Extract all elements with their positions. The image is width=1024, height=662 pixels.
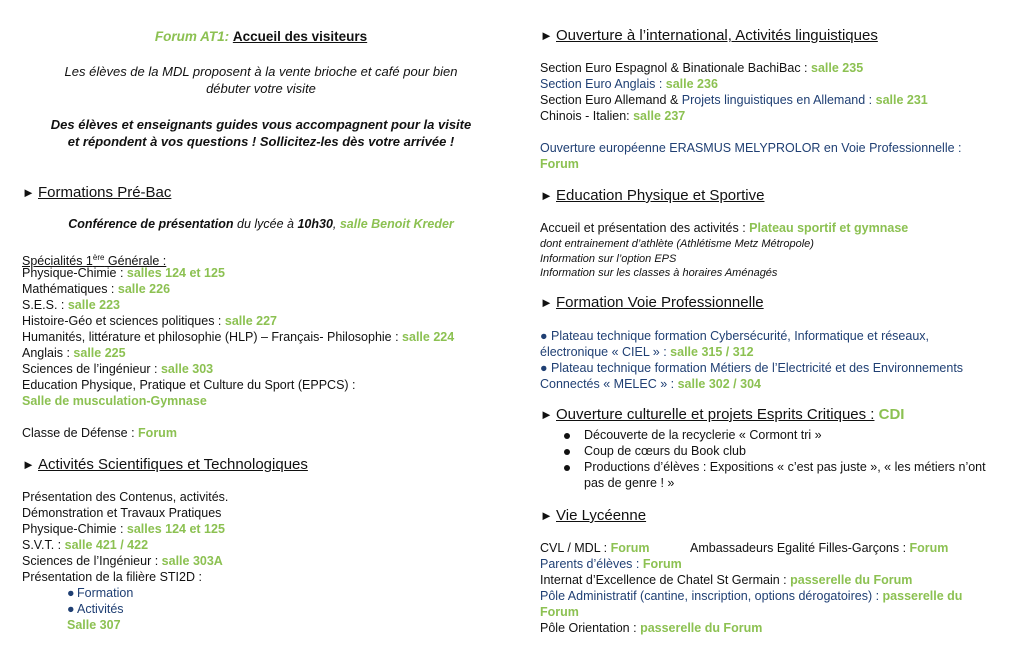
arrow-right-icon: ► [540,508,553,523]
eppcs-room: Salle de musculation-Gymnase [22,394,207,408]
bullet-icon [564,465,570,471]
list-item [540,589,962,604]
list-item [540,377,761,392]
item-room: salle 225 [73,346,126,360]
list-item [540,109,685,124]
section-vie-header [540,507,646,525]
item-label: Physique-Chimie : [22,522,127,536]
item-label: Physique-Chimie : [22,266,127,280]
item-room: Forum [610,541,650,555]
sti2d-room: Salle 307 [67,618,121,632]
item-label: Sciences de l’ingénieur : [22,362,161,376]
item-room: salle 231 [875,93,928,107]
list-item [22,282,170,297]
list-item [67,586,133,601]
section-sci-header [22,456,308,474]
sci-line-1: Présentation des Contenus, activités. [22,490,229,504]
spec-label-end: Générale : [104,254,167,269]
list-item [22,362,213,377]
culture-room: CDI [878,406,905,423]
list-item [22,298,120,313]
list-item [22,266,225,281]
list-item [540,77,718,92]
item-room: salle 224 [402,330,455,344]
item-label: Productions d’élèves : Expositions « c’est pas juste », « les métiers n’ont [584,460,986,474]
list-item [564,428,822,443]
list-item [540,621,762,636]
eps-info-3: Information sur les classes à horaires Aménagés [540,267,778,279]
item-room: salle 235 [811,61,864,75]
item-label-b: Projets linguistiques en Allemand : [681,93,876,107]
item-room: Plateau sportif et gymnase [749,221,909,235]
item-label: Histoire-Géo et sciences politiques : [22,314,225,328]
erasmus-room: Forum [540,157,579,171]
bullet-icon [564,433,570,439]
spec-sup: ère [92,253,105,262]
item-label: Chinois - Italien: [540,109,634,123]
conference-sep: , [332,217,340,231]
forum-heading [22,29,500,44]
section-eps-header [540,187,764,205]
item-room: salles 124 et 125 [126,522,225,536]
bullet-icon: ● [67,586,75,600]
list-item [564,444,746,459]
item-room: salle 227 [224,314,278,328]
item-label: Sciences de l’Ingénieur : [22,554,162,568]
item-label: Section Euro Espagnol & Binationale BachiBac : [540,61,812,75]
item-label: Pôle Administratif (cantine, inscription, options dérogatoires) : [540,589,883,603]
list-item [22,314,277,329]
item-label-cont: pas de genre ! » [584,476,675,490]
list-item [540,345,754,360]
item-label: Section Euro Anglais : [540,77,666,91]
arrow-right-icon: ► [540,295,553,310]
item-label: Formation [77,586,134,600]
item-label: S.E.S. : [22,298,68,312]
item-room: salle 236 [665,77,718,91]
item-room-cont: Forum [540,605,579,619]
section-title: Ouverture culturelle et projets Esprits Critiques : [556,406,875,423]
item-room: salles 124 et 125 [126,266,225,280]
conference-time: 10h30 [297,217,333,231]
item-label: Accueil et présentation des activités : [540,221,750,235]
eppcs-label: Education Physique, Pratique et Culture du Sport (EPPCS) : [22,378,356,392]
forum-label: Forum AT1: [154,29,230,44]
conference-line [22,217,500,232]
bullet-icon: ● [67,602,75,616]
item-label: Pôle Orientation : [540,621,641,635]
item-room: Forum [909,541,949,555]
intro-line-2: débuter votre visite [206,81,316,96]
list-item [67,602,124,617]
erasmus-label: Ouverture européenne ERASMUS MELYPROLOR en Voie Professionnelle : [540,141,962,155]
item-label: Humanités, littérature et philosophie (HLP) – Français- Philosophie : [22,330,403,344]
item-label: Coup de cœurs du Book club [584,444,746,458]
arrow-right-icon: ► [540,28,553,43]
item-room: passerelle du [882,589,963,603]
item-room: salle 226 [117,282,171,296]
section-title: Formation Voie Professionnelle [556,294,764,311]
list-item [22,330,454,345]
item-label: S.V.T. : [22,538,65,552]
pro-item-2: ● Plateau technique formation Métiers de l’Electricité et des Environnements [540,361,964,375]
conference-room: salle Benoit Kreder [339,217,454,231]
conference-label: Conférence de présentation [68,217,234,231]
list-item [22,522,225,537]
section-prebac-header [22,184,171,202]
arrow-right-icon: ► [22,457,35,472]
arrow-right-icon: ► [22,185,35,200]
list-item [540,61,863,76]
item-label: CVL / MDL : [540,541,611,555]
list-item [22,554,223,569]
list-item [22,538,148,553]
item-label: Anglais : [22,346,74,360]
sci-line-2: Démonstration et Travaux Pratiques [22,506,222,520]
list-item [564,460,986,475]
guides-line-1: Des élèves et enseignants guides vous accompagnent pour la visite [50,117,472,132]
sti2d-label: Présentation de la filière STI2D : [22,570,202,584]
item-label: Ambassadeurs Egalité Filles-Garçons : [690,541,910,555]
item-room: salle 303A [161,554,223,568]
item-label: Connectés « MELEC » : [540,377,678,391]
list-item [540,557,682,572]
list-item [540,541,650,556]
list-item [540,221,908,236]
item-label: Parents d’élèves : [540,557,643,571]
eps-info-2: Information sur l’option EPS [540,253,677,265]
item-room: passerelle du Forum [790,573,913,587]
section-pro-header [540,294,764,312]
item-room: salle 223 [67,298,120,312]
section-title: Vie Lycéenne [556,507,647,524]
item-room: salle 237 [633,109,686,123]
item-label: Section Euro Allemand & [540,93,682,107]
section-title: Education Physique et Sportive [556,187,765,204]
arrow-right-icon: ► [540,188,553,203]
section-title: Formations Pré-Bac [38,184,172,201]
section-intl-header [540,27,878,45]
item-label: Activités [77,602,124,616]
section-title: Ouverture à l’international, Activités linguistiques [556,27,878,44]
item-label: Découverte de la recyclerie « Cormont tri » [584,428,822,442]
item-label: électronique « CIEL » : [540,345,671,359]
spec-label: Spécialités 1 [22,254,93,269]
item-label: Internat d’Excellence de Chatel St Germain : [540,573,791,587]
item-label: Classe de Défense : [22,426,139,440]
item-room: salle 303 [160,362,214,376]
item-room: salle 421 / 422 [64,538,149,552]
eps-info-1: dont entrainement d’athlète (Athlétisme Metz Métropole) [540,238,814,250]
intro-line-1: Les élèves de la MDL proposent à la vente brioche et café pour bien [64,64,458,79]
item-label: Mathématiques : [22,282,118,296]
list-item [22,346,126,361]
section-culture-header [540,406,904,424]
list-item [690,541,948,556]
item-room: Forum [642,557,682,571]
arrow-right-icon: ► [540,407,553,422]
forum-title: Accueil des visiteurs [232,29,368,44]
item-room: passerelle du Forum [640,621,763,635]
item-room: salle 315 / 312 [670,345,754,359]
guides-line-2: et répondent à vos questions ! Sollicitez-les dès votre arrivée ! [67,134,455,149]
conference-text: du lycée à [233,217,298,231]
list-item [540,573,912,588]
section-title: Activités Scientifiques et Technologiques [38,456,308,473]
list-item [540,93,928,108]
pro-item-1: ● Plateau technique formation Cybersécurité, Informatique et réseaux, [540,329,930,343]
item-room: Forum [138,426,177,440]
list-item [22,426,177,441]
bullet-icon [564,449,570,455]
item-room: salle 302 / 304 [677,377,761,391]
